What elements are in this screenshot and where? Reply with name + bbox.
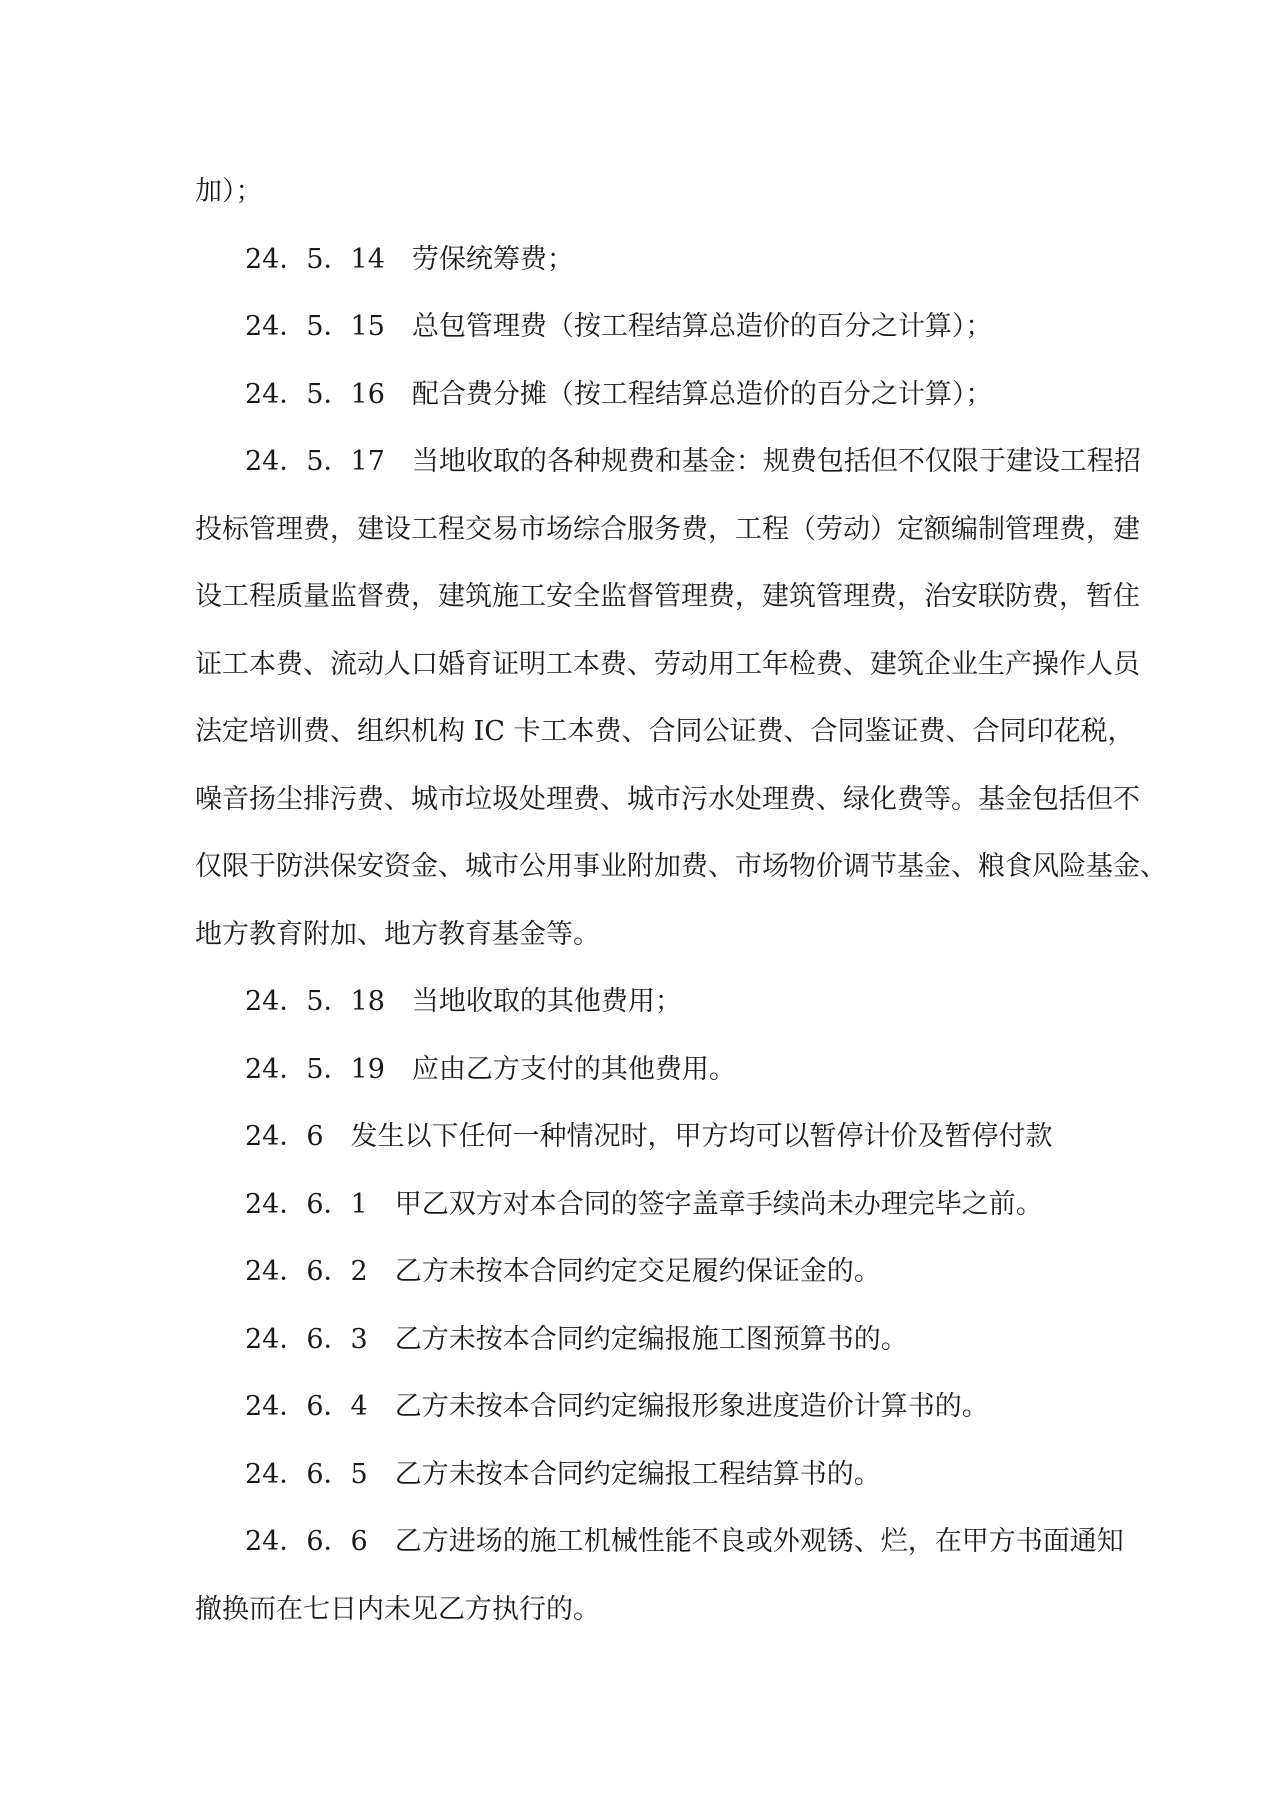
text-line: 24．6．3 乙方未按本合同约定编报施工图预算书的。: [245, 1323, 908, 1355]
clause-24-6-3: [195, 1306, 1095, 1374]
text-line: 24．5．14 劳保统筹费；: [245, 243, 574, 275]
text-line: 噪音扬尘排污费、城市垃圾处理费、城市污水处理费、绿化费等。基金包括但不: [195, 783, 1140, 815]
paragraph-continuation: [195, 158, 1095, 226]
text-line: 24．6．4 乙方未按本合同约定编报形象进度造价计算书的。: [245, 1391, 989, 1422]
clause-24-6: [195, 1103, 1095, 1171]
clause-24-5-15: [195, 293, 1095, 361]
text-line: 撤换而在七日内未见乙方执行的。: [195, 1593, 600, 1625]
text-line: 地方教育附加、地方教育基金等。: [195, 918, 600, 950]
clause-24-6-4: [195, 1373, 1095, 1441]
text-line: 证工本费、流动人口婚育证明工本费、劳动用工年检费、建筑企业生产操作人员: [195, 648, 1140, 680]
text-line: 24．6．1 甲乙双方对本合同的签字盖章手续尚未办理完毕之前。: [245, 1188, 1043, 1220]
text-line: 24．5．15 总包管理费（按工程结算总造价的百分之计算）；: [245, 311, 993, 342]
text-line: 24．5．16 配合费分摊（按工程结算总造价的百分之计算）；: [245, 378, 993, 410]
text-line: 24．6．5 乙方未按本合同约定编报工程结算书的。: [245, 1458, 881, 1490]
text-line: 24．6．2 乙方未按本合同约定交足履约保证金的。: [245, 1256, 881, 1287]
clause-24-5-19: [195, 1036, 1095, 1104]
text-line: 投标管理费，建设工程交易市场综合服务费，工程（劳动）定额编制管理费，建: [195, 513, 1140, 545]
text-line: 24．5．17 当地收取的各种规费和基金：规费包括但不仅限于建设工程招: [245, 446, 1141, 477]
text-line: 加）；: [195, 176, 263, 207]
text-line: 法定培训费、组织机构 IC 卡工本费、合同公证费、合同鉴证费、合同印花税，: [195, 716, 1135, 747]
text-line: 24．6 发生以下任何一种情况时，甲方均可以暂停计价及暂停付款: [245, 1121, 1053, 1152]
document-body: [195, 158, 1167, 1643]
clause-24-5-17: [195, 428, 1167, 968]
text-line: 设工程质量监督费，建筑施工安全监督管理费，建筑管理费，治安联防费，暂住: [195, 581, 1140, 612]
text-line: 24．5．19 应由乙方支付的其他费用。: [245, 1053, 736, 1085]
clause-24-6-1: [195, 1171, 1095, 1239]
clause-24-5-18: [195, 968, 1095, 1036]
text-line: 24．5．18 当地收取的其他费用；: [245, 986, 682, 1017]
clause-24-6-2: [195, 1238, 1095, 1306]
clause-24-5-16: [195, 361, 1095, 429]
clause-24-6-5: [195, 1441, 1095, 1509]
clause-24-6-6: [195, 1508, 1124, 1643]
text-line: 仅限于防洪保安资金、城市公用事业附加费、市场物价调节基金、粮食风险基金、: [195, 851, 1167, 882]
text-line: 24．6．6 乙方进场的施工机械性能不良或外观锈、烂，在甲方书面通知: [245, 1526, 1124, 1557]
clause-24-5-14: [195, 226, 1095, 294]
